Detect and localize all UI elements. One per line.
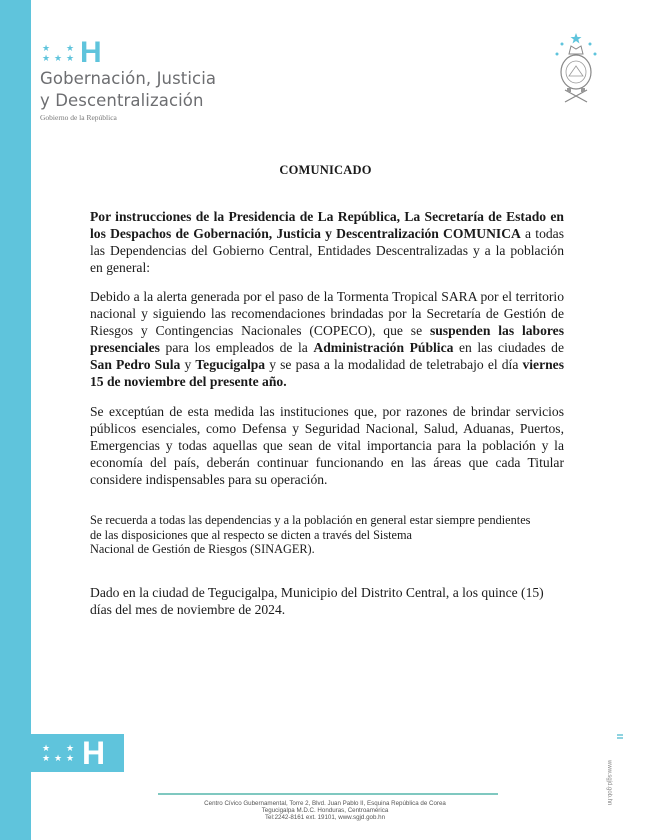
side-mark-icon: [617, 734, 623, 740]
intro-bold-text: Por instrucciones de la Presidencia de La República, La Secretaría de Estado en los Despachos de Gobernación, Justicia y Descentralización COMUNICA: [90, 209, 564, 241]
bold-segment: viernes 15 de noviembre del presente año.: [90, 357, 565, 389]
stars-icon: ★ ★ ★ ★ ★: [41, 743, 75, 763]
paragraph-intro: [90, 208, 564, 276]
footer-flag-logo: [31, 734, 124, 772]
honduras-stars-h-icon: [40, 36, 280, 69]
address-line: Tel:2242-8161 ext. 19101, www.sgjd.gob.hn: [264, 814, 386, 822]
reminder-line: Nacional de Gestión de Riesgos (SINAGER).: [90, 542, 315, 556]
bold-segment: San Pedro Sula: [90, 357, 181, 372]
paragraph-suspension: [90, 288, 564, 390]
text-segment: Debido a la alerta generada por el paso de la Tormenta Tropical SARA por el territorio nacional y siguiendo las recomendaciones brindadas por la Secretaría de Gestión de Riesgos y Contingencias Nacionales (COPECO), que se: [90, 289, 564, 338]
honduras-coat-of-arms-icon: [553, 32, 599, 108]
bold-segment: suspenden las labores presenciales: [90, 323, 564, 355]
ministry-logo: [40, 36, 280, 122]
text-segment: para los empleados de la: [159, 340, 314, 355]
address-line: Centro Cívico Gubernamental, Torre 2, Blvd. Juan Pablo II, Esquina República de Corea: [204, 800, 446, 807]
text-segment: en las ciudades de: [453, 340, 565, 355]
document-title: COMUNICADO: [279, 163, 372, 177]
address-line: Tegucigalpa M.D.C. Honduras, Centroamérica: [261, 807, 389, 815]
footer-divider: [158, 793, 498, 795]
bold-segment: Administración Pública: [313, 340, 454, 355]
reminder-line: de las disposiciones que al respecto se dicten a través del Sistema: [90, 527, 413, 542]
side-accent-bar: [0, 0, 31, 840]
paragraph-reminder: [90, 513, 564, 557]
logo-subtitle: Gobierno de la República: [40, 113, 117, 122]
paragraph-date: Dado en la ciudad de Tegucigalpa, Municipio del Distrito Central, a los quince (15) días del mes de noviembre de 2024.: [90, 585, 544, 617]
reminder-line: Se recuerda a todas las dependencias y a la población en general estar siempre pendientes: [90, 513, 531, 527]
h-letter-icon: H: [82, 735, 106, 771]
intro-text: a todas las Dependencias del Gobierno Central, Entidades Descentralizadas y a la población en general:: [90, 226, 564, 275]
text-segment: y: [180, 357, 196, 372]
logo-title-line2: y Descentralización: [40, 91, 204, 110]
footer-address: [150, 800, 500, 822]
vertical-website: www.sgjd.gob.hn: [606, 760, 612, 806]
paragraph-exceptions: Se exceptúan de esta medida las instituciones que, por razones de brindar servicios públicos esenciales, como Defensa y Seguridad Nacional, Salud, Aduanas, Puertos, Emergencias y todas aquellas que sean de vital importancia para la población y la economía del país, deberán continuar funcionando en las áreas que cada Titular considere indispensables para su operación.: [90, 404, 564, 487]
stars-icon: ★ ★ ★ ★ ★: [41, 43, 75, 63]
logo-title-line1: Gobernación, Justicia: [40, 69, 217, 88]
text-segment: y se pasa a la modalidad de teletrabajo el día: [265, 357, 523, 372]
h-letter-icon: H: [80, 36, 102, 69]
bold-segment: Tegucigalpa: [195, 357, 266, 372]
